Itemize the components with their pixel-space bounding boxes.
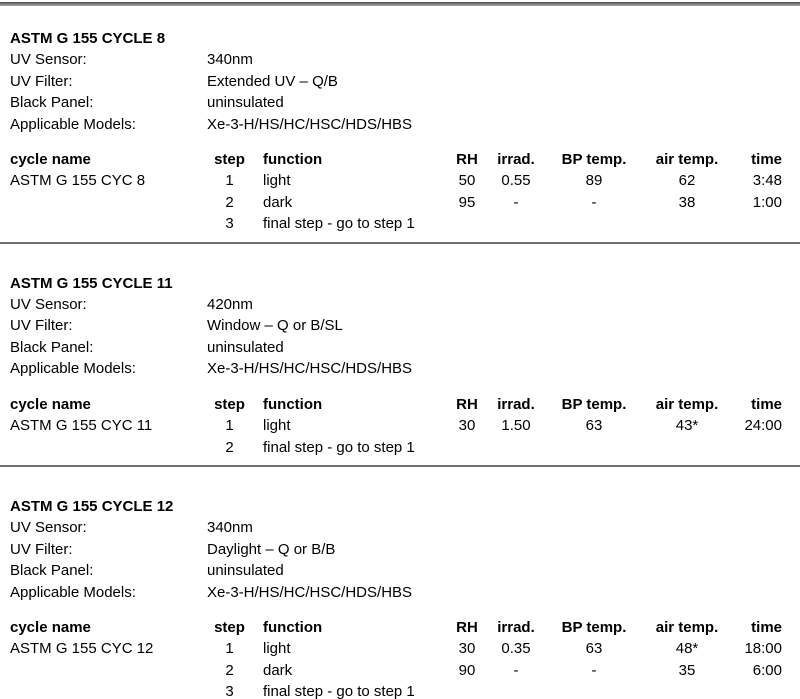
cell-function: final step - go to step 1 [263,438,415,456]
cycle-section [0,6,800,235]
info-row [10,49,790,70]
cycle-sections [0,6,800,699]
info-row [10,92,790,113]
cell-step: 2 [225,193,234,211]
table-header-row [10,149,790,170]
header-cell-time: time [751,151,782,169]
cycle-table [10,149,790,235]
info-value: 340nm [207,51,253,69]
info-row [10,582,790,603]
info-label: UV Filter: [10,317,73,335]
cell-air-temp: 43* [675,417,699,435]
cell-function: final step - go to step 1 [263,215,415,233]
cell-time: 18:00 [744,640,782,658]
info-label: UV Filter: [10,72,73,90]
cell-bp-temp [535,681,653,699]
info-list [10,517,790,603]
cell-time: 3:48 [752,172,782,190]
info-label: Black Panel: [10,338,94,356]
table-row [10,681,790,699]
table-row [10,437,790,458]
cell-air-temp: 35 [678,661,696,679]
info-label: Applicable Models: [10,360,136,378]
cell-air-temp: 38 [678,193,696,211]
info-row [10,517,790,538]
cell-rh: 30 [458,640,476,658]
info-value: Extended UV – Q/B [207,72,338,90]
cell-time [721,437,790,458]
cell-step: 3 [225,215,234,233]
section-title: ASTM G 155 CYCLE 11 [10,274,173,292]
cell-step: 2 [225,661,234,679]
info-label: UV Sensor: [10,51,87,69]
cell-function: dark [263,661,293,679]
header-cell-air-temp: air temp. [655,151,719,169]
cell-cycle-name [10,437,207,458]
cell-rh [437,681,497,699]
cell-bp-temp [535,437,653,458]
cell-step: 1 [225,172,234,190]
info-list [10,49,790,135]
header-cell-bp-temp: BP temp. [561,618,627,636]
cell-time [721,213,790,234]
cell-bp-temp: 63 [585,640,603,658]
header-cell-time: time [751,618,782,636]
info-row [10,114,790,135]
cell-cycle-name [10,660,207,681]
cell-cycle-name [10,213,207,234]
section-title: ASTM G 155 CYCLE 12 [10,497,174,515]
header-cell-air-temp: air temp. [655,395,719,413]
cell-rh [437,213,497,234]
table-row [10,660,790,681]
header-cell-step: step [214,151,245,169]
header-cell-rh: RH [456,395,478,413]
cell-bp-temp [535,213,653,234]
header-cell-cycle-name: cycle name [10,618,91,636]
header-cell-irrad: irrad. [497,151,535,169]
cell-air-temp [653,213,721,234]
cell-air-temp: 62 [678,172,696,190]
header-cell-function: function [263,618,323,636]
table-header [10,149,790,170]
cell-function: light [263,172,291,190]
info-value: 420nm [207,296,253,314]
cell-irrad: - [513,661,519,679]
cell-function: dark [263,193,293,211]
table-body [10,638,790,699]
cell-irrad: 1.50 [501,417,531,435]
cell-irrad: - [513,193,519,211]
cycle-section [0,244,800,458]
info-label: UV Sensor: [10,519,87,537]
info-label: Black Panel: [10,94,94,112]
cell-irrad [497,437,535,458]
section-title: ASTM G 155 CYCLE 8 [10,30,166,47]
info-value: Window – Q or B/SL [207,317,343,335]
cell-step: 1 [225,417,234,435]
cell-cycle-name [10,681,207,699]
cell-irrad [497,681,535,699]
cell-step: 1 [225,640,234,658]
header-cell-rh: RH [456,618,478,636]
header-cell-step: step [214,395,245,413]
table-row [10,638,790,659]
header-cell-function: function [263,395,323,413]
info-row [10,358,790,379]
info-row [10,71,790,92]
info-row [10,539,790,560]
cell-air-temp: 48* [675,640,699,658]
cell-function: light [263,417,291,435]
header-cell-function: function [263,151,323,169]
info-label: UV Sensor: [10,296,87,314]
cell-rh: 90 [458,661,476,679]
header-cell-step: step [214,618,245,636]
info-label: Applicable Models: [10,583,136,601]
table-row [10,213,790,234]
info-row [10,337,790,358]
table-header-row [10,617,790,638]
cell-time [721,681,790,699]
header-cell-bp-temp: BP temp. [561,395,627,413]
table-body [10,415,790,458]
table-body [10,170,790,234]
info-value: Xe-3-H/HS/HC/HSC/HDS/HBS [207,115,413,133]
cell-bp-temp: 63 [585,417,603,435]
cell-irrad: 0.55 [501,172,531,190]
info-value: uninsulated [207,94,284,112]
header-cell-cycle-name: cycle name [10,395,91,413]
header-cell-cycle-name: cycle name [10,151,91,169]
info-row [10,560,790,581]
cell-rh: 50 [458,172,476,190]
info-list [10,294,790,380]
info-row [10,294,790,315]
cell-step: 2 [225,438,234,456]
info-value: Xe-3-H/HS/HC/HSC/HDS/HBS [207,360,413,378]
cycle-section [0,467,800,699]
cell-air-temp [653,681,721,699]
cell-air-temp [653,437,721,458]
cell-time: 1:00 [752,193,782,211]
header-cell-rh: RH [456,151,478,169]
info-row [10,315,790,336]
cell-irrad [497,213,535,234]
table-header [10,617,790,638]
table-row [10,415,790,436]
cell-cycle-name: ASTM G 155 CYC 8 [10,172,146,190]
table-header-row [10,394,790,415]
info-value: Daylight – Q or B/B [207,540,336,558]
header-cell-time: time [751,395,782,413]
cell-time: 24:00 [744,417,782,435]
header-cell-irrad: irrad. [497,395,535,413]
cell-cycle-name: ASTM G 155 CYC 11 [10,417,153,435]
table-row [10,170,790,191]
info-value: 340nm [207,519,253,537]
info-label: Applicable Models: [10,115,136,133]
cycle-table [10,617,790,699]
cell-rh: 30 [458,417,476,435]
cell-step: 3 [225,683,234,699]
cell-cycle-name: ASTM G 155 CYC 12 [10,640,154,658]
cycle-table [10,394,790,458]
table-row [10,192,790,213]
info-label: Black Panel: [10,562,94,580]
header-cell-air-temp: air temp. [655,618,719,636]
cell-rh [437,437,497,458]
header-cell-irrad: irrad. [497,618,535,636]
header-cell-bp-temp: BP temp. [561,151,627,169]
info-label: UV Filter: [10,540,73,558]
info-value: uninsulated [207,338,284,356]
cell-function: final step - go to step 1 [263,683,415,699]
cell-cycle-name [10,192,207,213]
info-value: uninsulated [207,562,284,580]
cell-irrad: 0.35 [501,640,531,658]
cell-bp-temp: 89 [585,172,603,190]
cell-rh: 95 [458,193,476,211]
info-value: Xe-3-H/HS/HC/HSC/HDS/HBS [207,583,413,601]
cell-function: light [263,640,291,658]
cell-bp-temp: - [591,661,597,679]
cell-bp-temp: - [591,193,597,211]
table-header [10,394,790,415]
cell-time: 6:00 [752,661,782,679]
